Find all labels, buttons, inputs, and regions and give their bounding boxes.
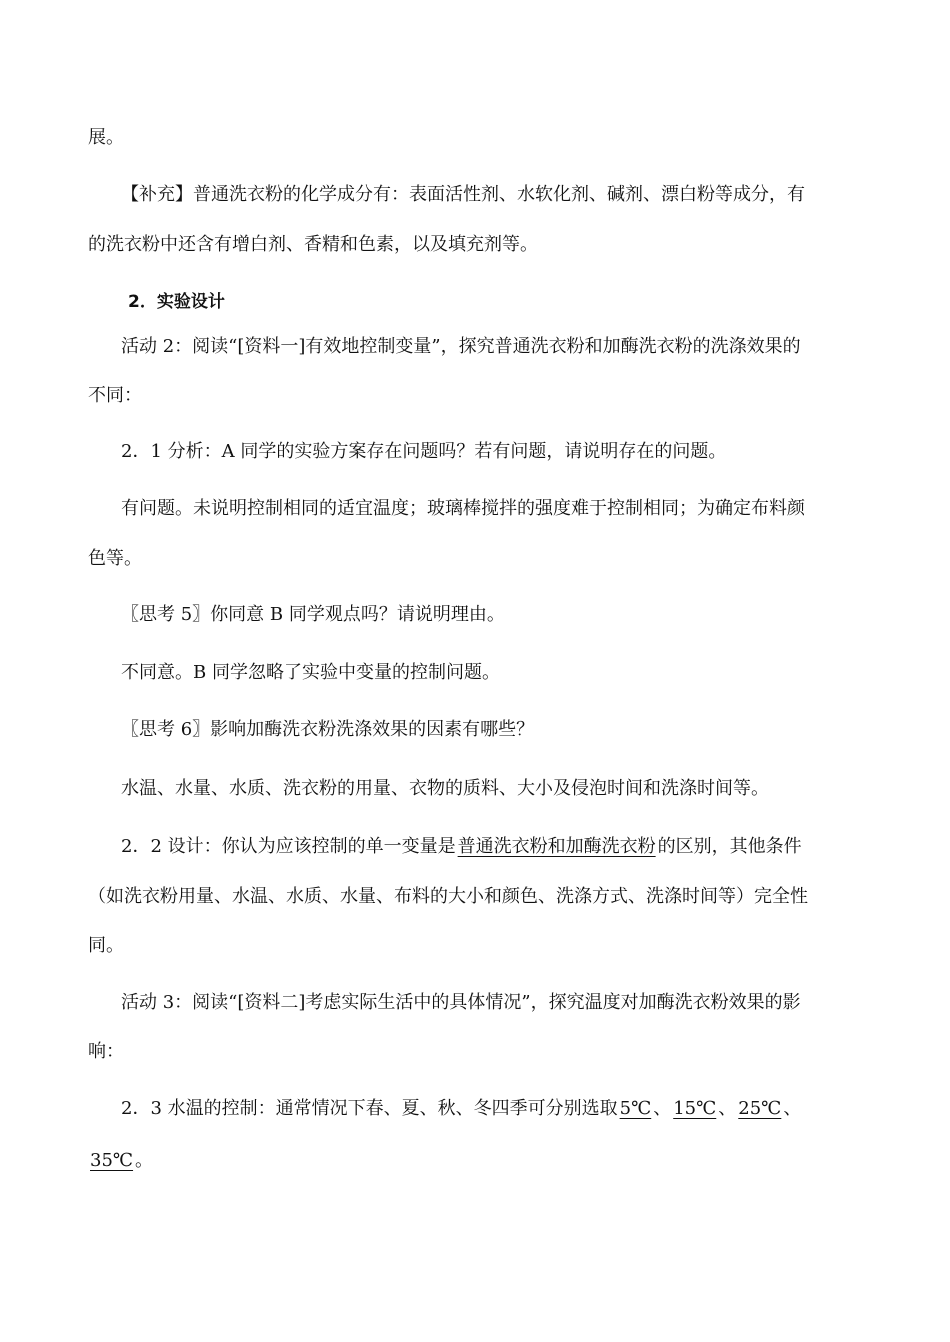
question-2-3-line-2 xyxy=(88,1149,153,1173)
answer-blank-summer-temp: 15℃ xyxy=(673,1098,717,1119)
answer-6: 水温、水量、水质、洗衣粉的用量、衣物的质料、大小及侵泡时间和洗涤时间等。 xyxy=(121,778,769,799)
answer-blank-autumn-temp: 25℃ xyxy=(738,1098,782,1119)
question-2-2-prefix: 2．2 设计：你认为应该控制的单一变量是 xyxy=(121,836,456,857)
answer-blank-variable: 普通洗衣粉和加酶洗衣粉 xyxy=(457,836,656,857)
paragraph-continuation: 展。 xyxy=(88,127,124,148)
answer-2-1-line-1: 有问题。未说明控制相同的适宜温度；玻璃棒搅拌的强度难于控制相同；为确定布料颜 xyxy=(121,498,805,519)
question-2-2-line-3: 同。 xyxy=(88,935,124,956)
answer-blank-winter-temp: 35℃ xyxy=(90,1150,134,1171)
question-2-3-prefix: 2．3 水温的控制：通常情况下春、夏、秋、冬四季可分别选取 xyxy=(121,1098,618,1119)
answer-2-1-line-2: 色等。 xyxy=(88,548,142,569)
think-6: 〖思考 6〗影响加酶洗衣粉洗涤效果的因素有哪些？ xyxy=(121,719,535,740)
answer-blank-spring-temp: 5℃ xyxy=(619,1098,652,1119)
supplement-line-2: 的洗衣粉中还含有增白剂、香精和色素，以及填充剂等。 xyxy=(88,234,538,255)
think-5: 〖思考 5〗你同意 B 同学观点吗？请说明理由。 xyxy=(121,604,505,625)
activity3-line-2: 响： xyxy=(88,1041,124,1062)
question-2-1: 2．1 分析：A 同学的实验方案存在问题吗？若有问题，请说明存在的问题。 xyxy=(121,441,727,462)
question-2-2-line-2: （如洗衣粉用量、水温、水质、水量、布料的大小和颜色、洗涤方式、洗涤时间等）完全性 xyxy=(88,886,808,907)
separator: 、 xyxy=(783,1098,802,1119)
sentence-end: 。 xyxy=(135,1150,154,1171)
section-heading: 2．实验设计 xyxy=(128,292,225,312)
separator: 、 xyxy=(653,1098,672,1119)
question-2-3-line-1 xyxy=(121,1097,801,1121)
separator: 、 xyxy=(718,1098,737,1119)
activity3-line-1: 活动 3：阅读“[资料二]考虑实际生活中的具体情况”，探究温度对加酶洗衣粉效果的影 xyxy=(121,992,801,1013)
question-2-2-line-1 xyxy=(121,835,802,859)
activity2-line-2: 不同： xyxy=(88,385,142,406)
supplement-line-1: 【补充】普通洗衣粉的化学成分有：表面活性剂、水软化剂、碱剂、漂白粉等成分，有 xyxy=(121,184,805,205)
question-2-2-suffix: 的区别，其他条件 xyxy=(657,836,802,857)
activity2-line-1: 活动 2：阅读“[资料一]有效地控制变量”，探究普通洗衣粉和加酶洗衣粉的洗涤效果的 xyxy=(121,336,801,357)
answer-5: 不同意。B 同学忽略了实验中变量的控制问题。 xyxy=(121,662,500,683)
